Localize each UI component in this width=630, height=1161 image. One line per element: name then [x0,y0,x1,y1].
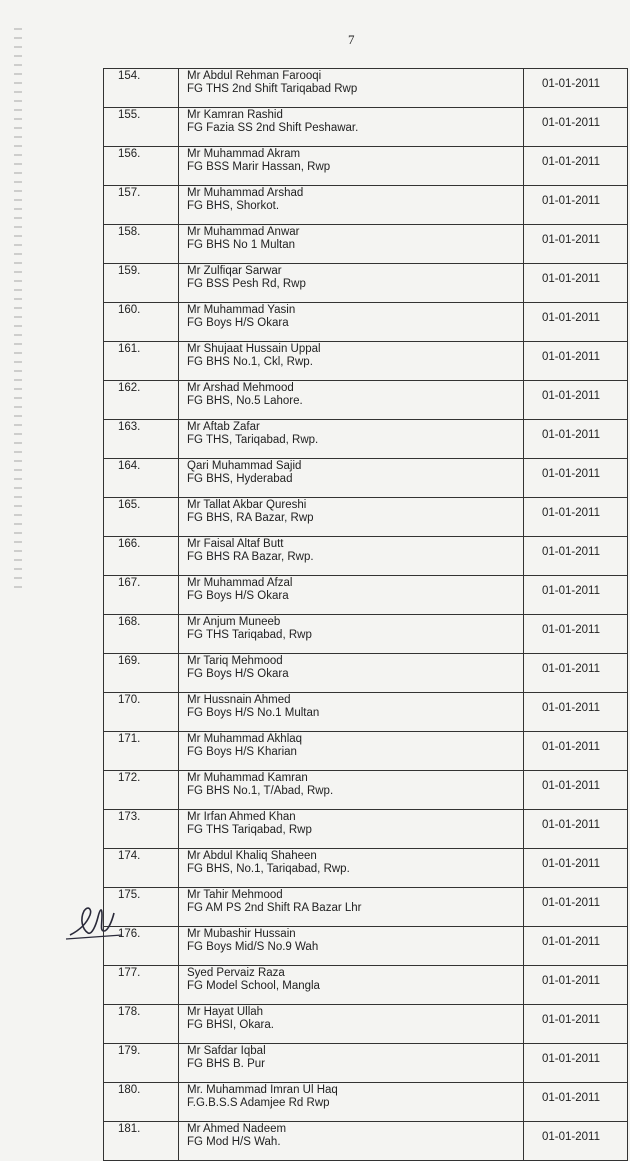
name-cell [179,264,524,303]
serial-number: 169. [104,654,179,693]
person-name: Mr Faisal Altaf Butt [187,538,284,550]
school-name: FG BHS, Shorkot. [187,200,280,212]
date-cell: 01-01-2011 [524,147,628,186]
serial-number: 178. [104,1005,179,1044]
school-name: FG Boys H/S Kharian [187,746,297,758]
serial-number: 179. [104,1044,179,1083]
table-row [104,537,628,576]
person-name: Mr Irfan Ahmed Khan [187,811,296,823]
name-cell [179,693,524,732]
date-cell: 01-01-2011 [524,615,628,654]
school-name: FG THS Tariqabad, Rwp [187,629,312,641]
person-name: Mr Hussnain Ahmed [187,694,291,706]
date-cell: 01-01-2011 [524,693,628,732]
person-name: Qari Muhammad Sajid [187,460,302,472]
serial-number: 157. [104,186,179,225]
person-name: Mr Kamran Rashid [187,109,283,121]
school-name: FG THS, Tariqabad, Rwp. [187,434,319,446]
serial-number: 175. [104,888,179,927]
school-name: FG BHS, RA Bazar, Rwp [187,512,314,524]
person-name: Mr Mubashir Hussain [187,928,296,940]
name-cell [179,459,524,498]
table-row [104,381,628,420]
table-row [104,1083,628,1122]
date-cell: 01-01-2011 [524,966,628,1005]
handwritten-signature [64,895,124,943]
table-row [104,771,628,810]
name-cell [179,1005,524,1044]
serial-number: 160. [104,303,179,342]
table-row [104,654,628,693]
date-cell: 01-01-2011 [524,537,628,576]
school-name: FG AM PS 2nd Shift RA Bazar Lhr [187,902,362,914]
person-name: Mr Hayat Ullah [187,1006,264,1018]
person-name: Mr Abdul Rehman Farooqi [187,70,322,82]
serial-number: 164. [104,459,179,498]
school-name: FG BHSI, Okara. [187,1019,274,1031]
date-cell: 01-01-2011 [524,732,628,771]
name-cell [179,654,524,693]
school-name: FG BHS, No.5 Lahore. [187,395,303,407]
person-name: Mr Tariq Mehmood [187,655,283,667]
name-cell [179,420,524,459]
name-cell [179,810,524,849]
table-row [104,849,628,888]
person-name: Mr Arshad Mehmood [187,382,294,394]
name-cell [179,771,524,810]
serial-number: 173. [104,810,179,849]
school-name: FG Fazia SS 2nd Shift Peshawar. [187,122,359,134]
table-row [104,498,628,537]
serial-number: 163. [104,420,179,459]
serial-number: 165. [104,498,179,537]
school-name: FG Model School, Mangla [187,980,320,992]
table-row [104,264,628,303]
table-row [104,888,628,927]
date-cell: 01-01-2011 [524,849,628,888]
school-name: FG Boys H/S Okara [187,590,289,602]
serial-number: 177. [104,966,179,1005]
table-row [104,420,628,459]
person-name: Mr. Muhammad Imran Ul Haq [187,1084,338,1096]
date-cell: 01-01-2011 [524,810,628,849]
date-cell: 01-01-2011 [524,420,628,459]
person-name: Mr Muhammad Akram [187,148,301,160]
school-name: FG BHS RA Bazar, Rwp. [187,551,314,563]
serial-number: 174. [104,849,179,888]
name-cell [179,1044,524,1083]
person-name: Mr Safdar Iqbal [187,1045,266,1057]
date-cell: 01-01-2011 [524,342,628,381]
page-number: 7 [348,32,355,47]
table-row [104,615,628,654]
serial-number: 158. [104,225,179,264]
name-cell [179,225,524,264]
date-cell: 01-01-2011 [524,303,628,342]
date-cell: 01-01-2011 [524,264,628,303]
school-name: FG BHS, Hyderabad [187,473,293,485]
table-row [104,576,628,615]
school-name: FG THS Tariqabad, Rwp [187,824,312,836]
name-cell [179,537,524,576]
serial-number: 176. [104,927,179,966]
school-name: FG Boys H/S No.1 Multan [187,707,320,719]
person-name: Mr Muhammad Yasin [187,304,296,316]
table-row [104,732,628,771]
date-cell: 01-01-2011 [524,459,628,498]
table-row [104,693,628,732]
table-row [104,966,628,1005]
table-row [104,1044,628,1083]
school-name: FG Boys H/S Okara [187,668,289,680]
school-name: FG BSS Pesh Rd, Rwp [187,278,306,290]
date-cell: 01-01-2011 [524,771,628,810]
table-body [104,69,628,1161]
table-row [104,108,628,147]
serial-number: 167. [104,576,179,615]
school-name: FG BHS No.1, Ckl, Rwp. [187,356,313,368]
table-row [104,225,628,264]
table-row [104,1005,628,1044]
school-name: F.G.B.S.S Adamjee Rd Rwp [187,1097,330,1109]
serial-number: 172. [104,771,179,810]
school-name: FG Mod H/S Wah. [187,1136,281,1148]
school-name: FG Boys H/S Okara [187,317,289,329]
date-cell: 01-01-2011 [524,225,628,264]
name-cell [179,69,524,108]
person-name: Mr Tahir Mehmood [187,889,283,901]
table-row [104,810,628,849]
name-cell [179,147,524,186]
person-name: Mr Tallat Akbar Qureshi [187,499,307,511]
date-cell: 01-01-2011 [524,498,628,537]
date-cell: 01-01-2011 [524,1044,628,1083]
person-name: Mr Muhammad Afzal [187,577,293,589]
serial-number: 166. [104,537,179,576]
table-row [104,927,628,966]
person-name: Mr Ahmed Nadeem [187,1123,287,1135]
date-cell: 01-01-2011 [524,1122,628,1161]
date-cell: 01-01-2011 [524,1083,628,1122]
name-cell [179,1083,524,1122]
school-name: FG THS 2nd Shift Tariqabad Rwp [187,83,358,95]
name-cell [179,381,524,420]
name-cell [179,498,524,537]
serial-number: 162. [104,381,179,420]
name-cell [179,966,524,1005]
date-cell: 01-01-2011 [524,888,628,927]
scan-edge-noise [14,28,22,588]
serial-number: 159. [104,264,179,303]
date-cell: 01-01-2011 [524,576,628,615]
table-row [104,186,628,225]
school-name: FG BSS Marir Hassan, Rwp [187,161,331,173]
name-cell [179,1122,524,1161]
serial-number: 171. [104,732,179,771]
serial-number: 181. [104,1122,179,1161]
date-cell: 01-01-2011 [524,186,628,225]
serial-number: 154. [104,69,179,108]
name-cell [179,888,524,927]
name-cell [179,186,524,225]
serial-number: 170. [104,693,179,732]
serial-number: 180. [104,1083,179,1122]
table-row [104,303,628,342]
school-name: FG BHS No 1 Multan [187,239,296,251]
table-row [104,69,628,108]
seniority-table [103,68,628,1161]
name-cell [179,732,524,771]
school-name: FG BHS B. Pur [187,1058,265,1070]
school-name: FG BHS, No.1, Tariqabad, Rwp. [187,863,350,875]
table-row [104,1122,628,1161]
school-name: FG Boys Mid/S No.9 Wah [187,941,319,953]
table-row [104,147,628,186]
serial-number: 161. [104,342,179,381]
serial-number: 168. [104,615,179,654]
table-row [104,342,628,381]
person-name: Mr Anjum Muneeb [187,616,281,628]
serial-number: 156. [104,147,179,186]
person-name: Mr Shujaat Hussain Uppal [187,343,321,355]
name-cell [179,927,524,966]
name-cell [179,303,524,342]
name-cell [179,342,524,381]
person-name: Mr Zulfiqar Sarwar [187,265,282,277]
date-cell: 01-01-2011 [524,1005,628,1044]
date-cell: 01-01-2011 [524,381,628,420]
person-name: Mr Muhammad Anwar [187,226,300,238]
name-cell [179,576,524,615]
date-cell: 01-01-2011 [524,108,628,147]
person-name: Mr Muhammad Akhlaq [187,733,303,745]
person-name: Mr Abdul Khaliq Shaheen [187,850,317,862]
date-cell: 01-01-2011 [524,69,628,108]
name-cell [179,849,524,888]
date-cell: 01-01-2011 [524,654,628,693]
person-name: Mr Muhammad Kamran [187,772,308,784]
person-name: Mr Aftab Zafar [187,421,260,433]
person-name: Mr Muhammad Arshad [187,187,304,199]
name-cell [179,108,524,147]
person-name: Syed Pervaiz Raza [187,967,285,979]
date-cell: 01-01-2011 [524,927,628,966]
name-cell [179,615,524,654]
school-name: FG BHS No.1, T/Abad, Rwp. [187,785,334,797]
table-row [104,459,628,498]
serial-number: 155. [104,108,179,147]
